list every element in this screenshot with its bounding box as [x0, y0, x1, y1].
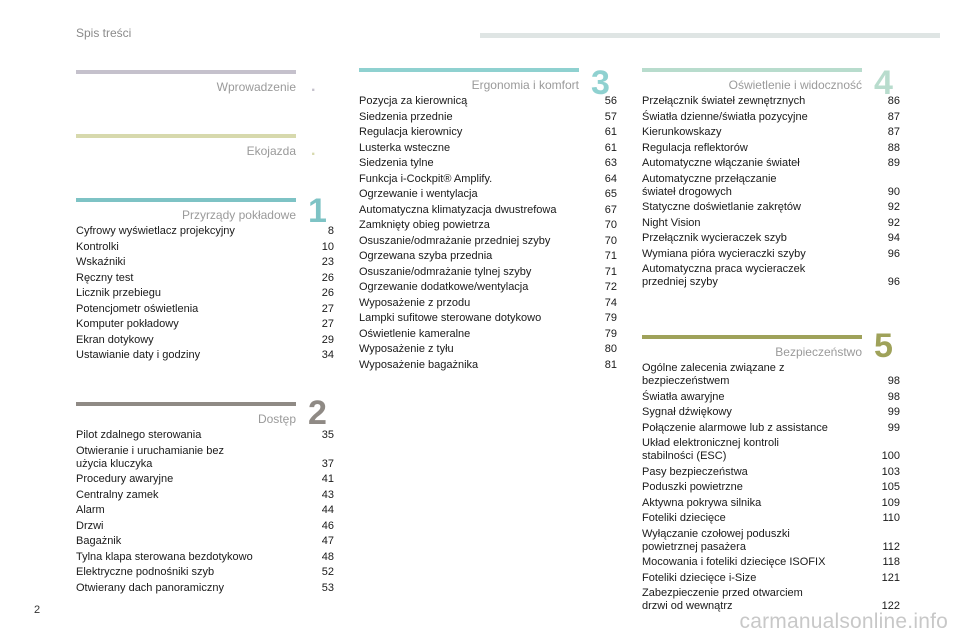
toc-entry-page: 72	[604, 281, 617, 293]
toc-entry[interactable]	[642, 437, 900, 463]
toc-entry[interactable]	[642, 466, 900, 479]
toc-entry-title: Ogrzewana szyba przednia	[359, 250, 493, 262]
toc-entry-page: 79	[604, 312, 617, 324]
toc-entry-title: Osuszanie/odmrażanie przedniej szyby	[359, 234, 551, 247]
toc-entry-title: Wskaźniki	[76, 256, 126, 268]
toc-entry-page: 109	[881, 496, 900, 509]
toc-entry[interactable]	[642, 528, 900, 554]
toc-list	[359, 95, 617, 372]
page-number: 2	[34, 604, 41, 616]
section-marker: .	[311, 78, 316, 95]
toc-entry-title: Światła awaryjne	[642, 390, 725, 403]
toc-entry[interactable]	[642, 142, 900, 155]
toc-entry-title: Pozycja za kierownicą	[359, 95, 468, 107]
toc-entry[interactable]	[642, 248, 900, 261]
toc-entry[interactable]	[76, 489, 334, 502]
toc-entry[interactable]	[642, 232, 900, 245]
toc-entry-page: 26	[321, 287, 334, 299]
toc-entry-page: 8	[327, 225, 334, 237]
section-title[interactable]: Bezpieczeństwo	[775, 345, 862, 359]
toc-entry-title: Pilot zdalnego sterowania	[76, 429, 202, 441]
toc-entry-page: 10	[321, 240, 334, 253]
section-title[interactable]: Ekojazda	[246, 144, 296, 158]
toc-entry-page: 110	[882, 512, 900, 524]
toc-entry-title: Lampki sufitowe sterowane dotykowo	[359, 312, 542, 324]
toc-entry-title: Zamknięty obieg powietrza	[359, 219, 490, 231]
toc-entry-page: 87	[887, 110, 900, 123]
toc-entry-title: Automatyczna praca wycieraczek przedniej szyby	[642, 263, 806, 288]
toc-entry[interactable]	[76, 504, 334, 517]
section-bar	[642, 68, 862, 72]
toc-entry-page: 94	[887, 232, 900, 244]
toc-entry-title: Oświetlenie kameralne	[359, 327, 471, 340]
toc-entry-title: Regulacja reflektorów	[642, 141, 748, 154]
toc-entry[interactable]	[359, 250, 617, 263]
toc-entry-page: 92	[887, 216, 900, 229]
toc-entry-page: 41	[321, 473, 334, 485]
toc-entry-page: 103	[881, 465, 900, 478]
toc-entry-title: Połączenie alarmowe lub z assistance	[642, 421, 828, 434]
toc-entry-page: 112	[882, 540, 900, 553]
toc-entry[interactable]	[76, 429, 334, 442]
toc-entry[interactable]	[642, 512, 900, 525]
toc-entry-page: 98	[887, 375, 900, 387]
toc-entry[interactable]	[642, 391, 900, 404]
toc-entry[interactable]	[642, 362, 900, 388]
toc-entry[interactable]	[359, 328, 617, 341]
toc-entry-page: 122	[881, 600, 900, 612]
section-title[interactable]: Dostęp	[257, 412, 296, 426]
toc-entry-page: 56	[604, 95, 617, 107]
toc-list	[76, 429, 334, 595]
section-bezpieczenstwo	[642, 327, 900, 616]
toc-entry[interactable]	[642, 422, 900, 435]
toc-list	[642, 362, 900, 613]
toc-entry-page: 48	[321, 550, 334, 563]
toc-entry-page: 47	[321, 535, 334, 547]
section-title[interactable]: Oświetlenie i widoczność	[728, 78, 862, 92]
toc-entry-title: Licznik przebiegu	[76, 287, 161, 299]
section-title[interactable]: Przyrządy pokładowe	[181, 208, 296, 222]
toc-entry-title: Tylna klapa sterowana bezdotykowo	[76, 550, 253, 563]
toc-entry-title: Otwierany dach panoramiczny	[76, 581, 224, 594]
toc-entry-page: 65	[604, 188, 617, 200]
toc-entry-page: 52	[321, 566, 334, 578]
toc-entry-page: 92	[887, 201, 900, 213]
section-ekojazda	[76, 134, 316, 159]
toc-entry-page: 96	[887, 247, 900, 260]
toc-entry-title: Regulacja kierownicy	[359, 126, 463, 138]
toc-entry[interactable]	[642, 126, 900, 139]
toc-entry-title: Poduszki powietrzne	[642, 481, 743, 493]
toc-entry-page: 23	[321, 256, 334, 268]
section-marker: .	[311, 142, 316, 159]
toc-entry[interactable]	[359, 111, 617, 124]
toc-entry-title: Ogrzewanie dodatkowe/wentylacja	[359, 281, 529, 293]
toc-entry-page: 44	[321, 504, 334, 516]
toc-entry-title: Zabezpieczenie przed otwarciem drzwi od wewnątrz	[642, 587, 803, 612]
toc-entry-title: Wyłączanie czołowej poduszki powietrznej pasażera	[642, 527, 790, 553]
toc-entry-title: Przełącznik wycieraczek szyb	[642, 232, 787, 244]
toc-entry-page: 43	[321, 488, 334, 501]
section-bar	[76, 134, 296, 138]
section-title[interactable]: Ergonomia i komfort	[471, 78, 579, 92]
toc-entry-title: Wyposażenie bagażnika	[359, 358, 479, 371]
toc-entry[interactable]	[359, 343, 617, 356]
section-title[interactable]: Wprowadzenie	[216, 80, 296, 94]
toc-entry-title: Sygnał dźwiękowy	[642, 406, 732, 418]
toc-entry[interactable]	[642, 201, 900, 214]
toc-entry-page: 63	[604, 157, 617, 169]
toc-entry[interactable]	[76, 582, 334, 595]
toc-entry-title: Ekran dotykowy	[76, 333, 154, 346]
toc-entry-title: Kierunkowskazy	[642, 126, 722, 138]
toc-entry-page: 71	[604, 265, 617, 278]
watermark: carmanualsonline.info	[739, 610, 948, 633]
toc-entry-title: Automatyczne przełączanie świateł drogowych	[642, 172, 777, 198]
toc-entry-title: Komputer pokładowy	[76, 318, 179, 330]
toc-entry[interactable]	[642, 406, 900, 419]
section-number: 2	[308, 394, 327, 432]
toc-entry-page: 96	[887, 276, 900, 288]
toc-entry[interactable]	[76, 473, 334, 486]
toc-entry-page: 118	[882, 556, 900, 568]
toc-entry-title: Wyposażenie z przodu	[359, 296, 471, 309]
toc-entry[interactable]	[642, 572, 900, 585]
header-divider	[480, 33, 940, 38]
toc-entry[interactable]	[359, 219, 617, 232]
toc-entry-page: 105	[881, 481, 900, 493]
toc-entry-title: Automatyczne włączanie świateł	[642, 157, 800, 169]
toc-entry[interactable]	[76, 241, 334, 254]
toc-entry-title: Układ elektronicznej kontroli stabilności (ESC)	[642, 437, 779, 462]
section-bar	[76, 70, 296, 74]
toc-entry-page: 57	[604, 110, 617, 123]
toc-entry[interactable]	[642, 157, 900, 170]
toc-entry-title: Mocowania i foteliki dziecięce ISOFIX	[642, 556, 826, 568]
toc-entry-title: Przełącznik świateł zewnętrznych	[642, 95, 806, 107]
toc-entry-title: Aktywna pokrywa silnika	[642, 496, 762, 509]
toc-entry-page: 35	[321, 429, 334, 441]
toc-entry-title: Ogrzewanie i wentylacja	[359, 188, 478, 200]
toc-list	[76, 225, 334, 362]
toc-entry-page: 87	[887, 126, 900, 138]
toc-entry[interactable]	[359, 173, 617, 186]
toc-entry-page: 90	[887, 185, 900, 198]
toc-entry-page: 34	[321, 349, 334, 361]
toc-entry[interactable]	[76, 349, 334, 362]
toc-entry[interactable]	[76, 256, 334, 269]
toc-entry-page: 26	[321, 271, 334, 284]
toc-entry-page: 79	[604, 327, 617, 340]
toc-entry[interactable]	[76, 303, 334, 316]
toc-entry-page: 29	[321, 333, 334, 346]
toc-entry[interactable]	[76, 445, 334, 471]
toc-entry-title: Wymiana pióra wycieraczki szyby	[642, 247, 806, 260]
toc-entry-title: Siedzenia przednie	[359, 110, 453, 123]
toc-entry[interactable]	[76, 225, 334, 238]
toc-entry[interactable]	[359, 281, 617, 294]
toc-entry-page: 100	[881, 450, 900, 462]
toc-entry-title: Drzwi	[76, 519, 104, 532]
section-bar	[76, 198, 296, 202]
toc-entry[interactable]	[359, 142, 617, 155]
toc-entry-title: Ręczny test	[76, 271, 134, 284]
toc-entry[interactable]	[359, 266, 617, 279]
toc-entry-title: Otwieranie i uruchamianie bez użycia kluczyka	[76, 444, 224, 470]
toc-entry-page: 74	[604, 296, 617, 309]
toc-entry-title: Kontrolki	[76, 240, 119, 253]
toc-entry[interactable]	[76, 272, 334, 285]
section-bar	[359, 68, 579, 72]
toc-entry-title: Alarm	[76, 504, 105, 516]
toc-entry[interactable]	[359, 297, 617, 310]
toc-entry-page: 64	[604, 172, 617, 185]
toc-entry-title: Cyfrowy wyświetlacz projekcyjny	[76, 225, 235, 237]
toc-entry-title: Elektryczne podnośniki szyb	[76, 566, 215, 578]
toc-entry[interactable]	[359, 359, 617, 372]
toc-entry-page: 46	[321, 519, 334, 532]
toc-entry[interactable]	[76, 287, 334, 300]
toc-entry-page: 89	[887, 157, 900, 169]
toc-entry[interactable]	[359, 157, 617, 170]
toc-entry[interactable]	[359, 235, 617, 248]
toc-entry[interactable]	[642, 173, 900, 199]
toc-entry-title: Night Vision	[642, 216, 701, 229]
toc-entry-page: 70	[604, 219, 617, 231]
toc-entry[interactable]	[642, 217, 900, 230]
toc-entry[interactable]	[76, 535, 334, 548]
toc-entry-page: 71	[604, 250, 617, 262]
toc-entry-title: Bagażnik	[76, 535, 122, 547]
section-bar	[76, 402, 296, 406]
toc-entry[interactable]	[76, 551, 334, 564]
toc-entry-page: 53	[321, 581, 334, 594]
toc-entry[interactable]	[642, 481, 900, 494]
toc-entry[interactable]	[76, 318, 334, 331]
toc-entry-page: 27	[321, 318, 334, 330]
toc-entry[interactable]	[642, 556, 900, 569]
toc-entry[interactable]	[359, 126, 617, 139]
toc-entry[interactable]	[642, 263, 900, 289]
toc-entry-page: 27	[321, 302, 334, 315]
toc-entry-page: 86	[887, 95, 900, 107]
toc-entry-title: Światła dzienne/światła pozycyjne	[642, 110, 808, 123]
toc-entry[interactable]	[359, 204, 617, 217]
toc-entry[interactable]	[76, 334, 334, 347]
section-number: 1	[308, 192, 327, 230]
section-przyrzady	[76, 192, 334, 365]
section-oswietlenie	[642, 64, 900, 292]
section-number: 4	[874, 64, 893, 102]
toc-entry[interactable]	[359, 95, 617, 108]
toc-entry-page: 80	[604, 343, 617, 355]
toc-entry[interactable]	[642, 111, 900, 124]
toc-entry-title: Procedury awaryjne	[76, 473, 174, 485]
toc-entry-title: Potencjometr oświetlenia	[76, 302, 199, 315]
section-number: 3	[591, 64, 610, 102]
toc-entry[interactable]	[359, 312, 617, 325]
section-wprowadzenie	[76, 70, 316, 95]
toc-entry-title: Foteliki dziecięce i-Size	[642, 571, 757, 584]
toc-entry-page: 81	[604, 358, 617, 371]
toc-entry[interactable]	[76, 566, 334, 579]
toc-entry-title: Osuszanie/odmrażanie tylnej szyby	[359, 265, 532, 278]
toc-entry[interactable]	[642, 497, 900, 510]
toc-entry-title: Centralny zamek	[76, 488, 159, 501]
toc-entry[interactable]	[642, 95, 900, 108]
section-bar	[642, 335, 862, 339]
toc-entry-page: 98	[887, 390, 900, 403]
toc-entry-title: Automatyczna klimatyzacja dwustrefowa	[359, 203, 557, 216]
toc-entry-page: 61	[604, 126, 617, 138]
toc-entry-title: Wyposażenie z tyłu	[359, 343, 454, 355]
section-dostep	[76, 394, 334, 597]
toc-entry-title: Funkcja i-Cockpit® Amplify.	[359, 172, 493, 185]
toc-list	[642, 95, 900, 289]
toc-entry-page: 70	[604, 234, 617, 247]
toc-entry-title: Ogólne zalecenia związane z bezpieczeństwem	[642, 362, 785, 387]
toc-entry-title: Ustawianie daty i godziny	[76, 349, 201, 361]
section-ergonomia	[359, 64, 617, 374]
toc-entry-page: 61	[604, 141, 617, 154]
toc-entry-title: Lusterka wsteczne	[359, 141, 451, 154]
section-number: 5	[874, 327, 893, 365]
toc-entry-page: 121	[881, 571, 900, 584]
toc-entry-title: Siedzenia tylne	[359, 157, 434, 169]
toc-entry-page: 99	[887, 421, 900, 434]
toc-entry-page: 37	[321, 457, 334, 470]
toc-entry-page: 67	[604, 203, 617, 216]
toc-entry[interactable]	[359, 188, 617, 201]
toc-entry-title: Pasy bezpieczeństwa	[642, 465, 748, 478]
toc-entry-page: 99	[887, 406, 900, 418]
toc-entry-page: 88	[887, 141, 900, 154]
toc-entry[interactable]	[76, 520, 334, 533]
page-header-title: Spis treści	[76, 26, 132, 40]
toc-entry-title: Foteliki dziecięce	[642, 512, 726, 524]
toc-entry-title: Statyczne doświetlanie zakrętów	[642, 201, 801, 213]
